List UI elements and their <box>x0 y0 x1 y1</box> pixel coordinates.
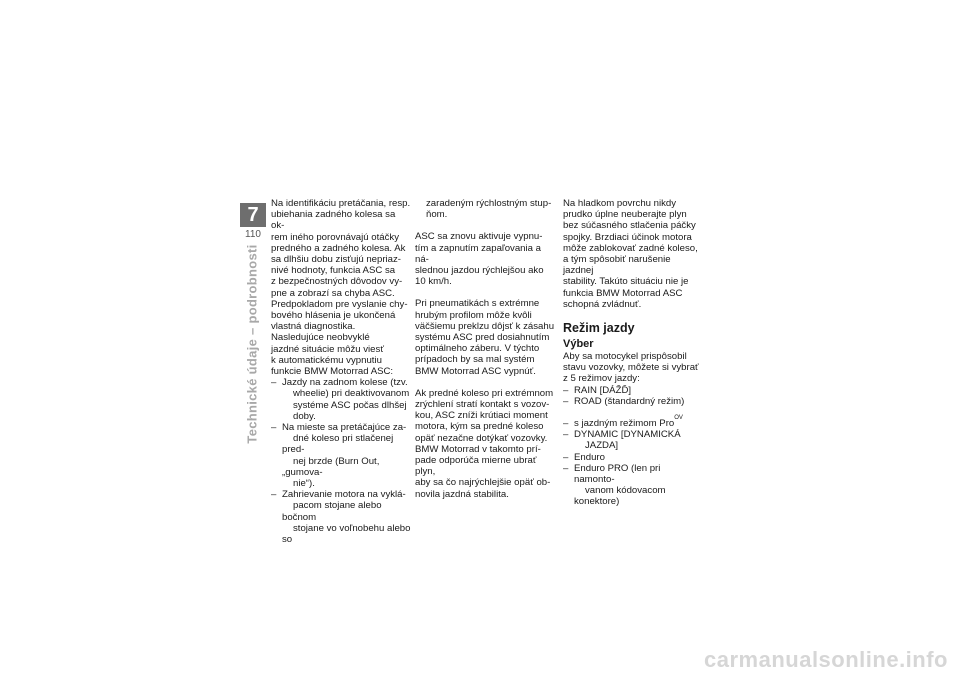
list-item: – Na mieste sa pretáčajúce za- dné koleso pri stlačenej pred- nej brzde (Burn Out, „gumova- nie“). <box>271 422 411 489</box>
watermark: carmanualsonline.info <box>704 647 948 672</box>
paragraph: Na hladkom povrchu nikdy prudko úplne neuberajte plyn bez súčasného stlačenia páčky spojky. Brzdiaci účinok motora môže zablokovať zadné koleso, a tým spôsobiť narušenie jazdnej stability. Takúto situáciu nie je funkcia BMW Motorrad ASC schopná zvládnuť. <box>563 198 698 310</box>
paragraph-continuation: zaradeným rýchlostným stup- ňom. <box>426 198 552 221</box>
paragraph: Aby sa motocykel prispôsobil stavu vozovky, môžete si vybrať z 5 režimov jazdy: <box>563 351 699 385</box>
list-item: – RAIN [DÁŽĎ] <box>563 385 701 396</box>
paragraph: Na identifikáciu pretáčania, resp. ubiehania zadného kolesa sa ok- rem iného porovnávajú otáčky predného a zadného kolesa. Ak sa dlhšiu dobu zisťujú nepriaz- nivé hodnoty, funkcia ASC sa z bezpečnostných dôvodov vy- pne a zobrazí sa chyba ASC. Predpokladom pre vyslanie chy- bového hlásenia je ukončená vlastná diagnostika. <box>271 198 411 333</box>
chapter-title: Technické údaje – podrobnosti <box>244 244 260 444</box>
list-item: – Zahrievanie motora na vyklá- pacom stojane alebo bočnom stojane vo voľnobehu alebo so <box>271 489 411 545</box>
paragraph: Nasledujúce neobvyklé jazdné situácie môžu viesť k automatickému vypnutiu funkcie BMW Motorrad ASC: <box>271 332 394 378</box>
subsection-heading: Výber <box>563 338 594 351</box>
paragraph: Ak predné koleso pri extrémnom zrýchlení stratí kontakt s vozov- kou, ASC zníži krútiaci moment motora, kým sa predné koleso opäť nezačne dotýkať vozovky. BMW Motorrad v takomto prí- pade odporúča mierne ubrať plyn, aby sa čo najrýchlejšie opäť ob- novila jazdná stabilita. <box>415 387 554 500</box>
list-item: – DYNAMIC [DYNAMICKÁ JAZDA] <box>563 429 701 451</box>
column-1 <box>271 198 411 545</box>
chapter-number: 7 <box>240 203 266 227</box>
list-item: – Enduro <box>563 452 701 463</box>
column-3 <box>563 198 701 508</box>
page-number: 110 <box>245 229 261 240</box>
column-2 <box>415 198 557 500</box>
list-item: – Enduro PRO (len pri namonto- vanom kódovacom konektore) <box>563 463 701 508</box>
list-item: – s jazdným režimom Pro$^{OV}$ <box>563 418 701 429</box>
paragraph: Pri pneumatikách s extrémne hrubým profilom môže kvôli väčšiemu preklzu dôjsť k zásahu systému ASC pred dosiahnutím optimálneho záberu. V týchto prípadoch by sa mal systém BMW Motorrad ASC vypnúť. <box>415 298 555 377</box>
paragraph: ASC sa znovu aktivuje vypnu- tím a zapnutím zapaľovania a ná- slednou jazdou rýchlejšou ako 10 km/h. <box>415 231 544 288</box>
section-heading: Režim jazdy <box>563 321 635 336</box>
list-item: – Jazdy na zadnom kolese (tzv. wheelie) pri deaktivovanom systéme ASC počas dlhšej doby. <box>271 377 411 422</box>
list-item: – ROAD (štandardný režim) <box>563 396 701 407</box>
